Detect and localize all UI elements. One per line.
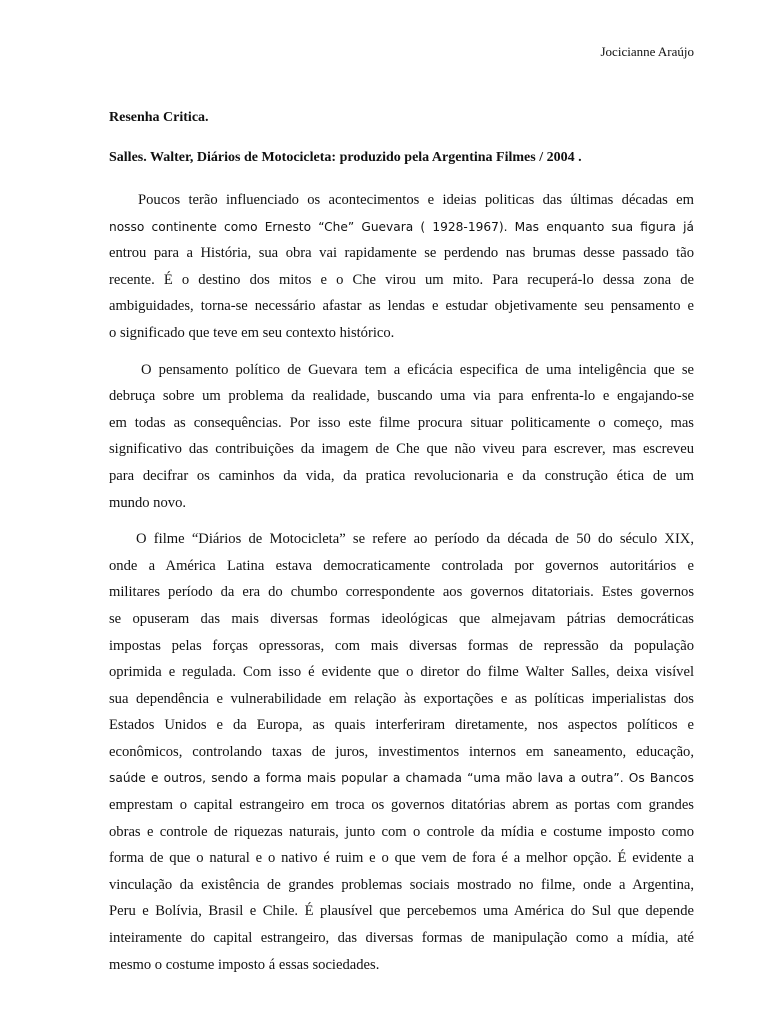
text-line: nosso continente como Ernesto “Che” Guevara ( 1928-1967). Mas enquanto sua figura já bbox=[109, 219, 694, 234]
text-line: impostas pelas forças opressoras, com mais diversas formas de repressão da população bbox=[109, 637, 694, 654]
text-line: entrou para a História, sua obra vai rapidamente se perdendo nas brumas desse passado tão bbox=[109, 245, 694, 262]
text-line: vinculação da existência de grandes problemas sociais mostrado no filme, onde a Argentina, bbox=[109, 876, 694, 893]
paragraph-2 bbox=[109, 357, 694, 517]
text-line: saúde e outros, sendo a forma mais popular a chamada “uma mão lava a outra”. Os Bancos bbox=[109, 771, 694, 786]
text-line: mesmo o costume imposto á essas sociedades. bbox=[109, 956, 380, 973]
text-line: O pensamento político de Guevara tem a eficácia especifica de uma inteligência que se bbox=[141, 361, 694, 378]
text-line: O filme “Diários de Motocicleta” se refere ao período da década de 50 do século XIX, bbox=[136, 531, 694, 548]
text-line: para decifrar os caminhos da vida, da pratica revolucionaria e da construção ética de um bbox=[109, 467, 694, 484]
text-line: emprestam o capital estrangeiro em troca os governos ditatórias abrem as portas com grandes bbox=[109, 797, 694, 814]
paragraph-gap bbox=[109, 347, 694, 357]
text-line: obras e controle de riquezas naturais, junto com o controle da mídia e costume imposto como bbox=[109, 823, 694, 840]
text-line: o significado que teve em seu contexto histórico. bbox=[109, 324, 395, 341]
text-line: Poucos terão influenciado os acontecimentos e ideias politicas das últimas décadas em bbox=[138, 192, 694, 208]
text-line: Estados Unidos e da Europa, as quais interferiram diretamente, nos aspectos políticos e bbox=[109, 717, 694, 734]
text-line: ambiguidades, torna-se necessário afastar as lendas e estudar objetivamente seu pensamento e bbox=[109, 298, 694, 315]
paragraph-gap bbox=[109, 516, 694, 526]
text-line: se opuseram das mais diversas formas ideológicas que almejavam pátrias democráticas bbox=[109, 610, 694, 627]
paragraph-1 bbox=[109, 187, 694, 347]
text-line: debruça sobre um problema da realidade, buscando uma via para enfrenta-lo e engajando-se bbox=[109, 388, 694, 405]
author-name: Jocicianne Araújo bbox=[600, 44, 694, 59]
text-line: oprimida e regulada. Com isso é evidente que o diretor do filme Walter Salles, deixa visível bbox=[109, 664, 694, 681]
text-line: em todas as consequências. Por isso este filme procura situar politicamente o começo, mas bbox=[109, 414, 694, 431]
text-line: forma de que o natural e o nativo é ruim e o que vem de fora é a melhor opção. É evidente a bbox=[109, 850, 694, 867]
text-line: mundo novo. bbox=[109, 494, 187, 511]
text-line: recente. É o destino dos mitos e o Che virou um mito. Para recuperá-lo dessa zona de bbox=[109, 271, 694, 288]
text-line: inteiramente do capital estrangeiro, das diversas formas de manipulação como a mídia, até bbox=[109, 930, 694, 947]
text-line: militares período da era do chumbo correspondente aos governos ditatoriais. Estes governos bbox=[109, 584, 694, 601]
paragraph-3 bbox=[109, 526, 694, 978]
film-reference: Salles. Walter, Diários de Motocicleta: produzido pela Argentina Filmes / 2004 . bbox=[109, 150, 582, 165]
text-line: onde a América Latina estava democraticamente controlada por governos autoritários e bbox=[109, 557, 694, 574]
document-title: Resenha Critica. bbox=[109, 110, 209, 125]
document-body bbox=[109, 187, 694, 978]
text-line: sua dependência e vulnerabilidade em relação às exportações e as políticas imperialistas dos bbox=[109, 690, 694, 707]
text-line: Peru e Bolívia, Brasil e Chile. É plausível que percebemos uma América do Sul que depende bbox=[109, 903, 694, 920]
text-line: significativo das contribuições da imagem de Che que não viveu para escrever, mas escreveu bbox=[109, 441, 694, 458]
text-line: econômicos, controlando taxas de juros, investimentos internos em saneamento, educação, bbox=[109, 743, 694, 760]
